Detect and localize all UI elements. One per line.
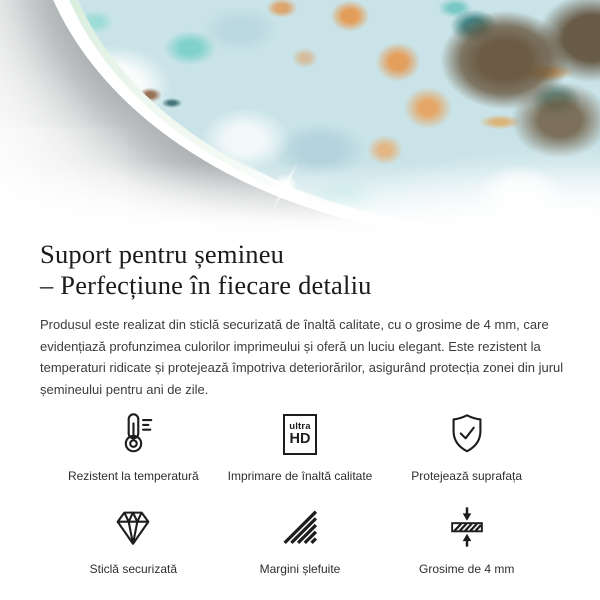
thermometer-icon bbox=[110, 411, 156, 457]
title-line-2: – Perfecțiune în fiecare detaliu bbox=[40, 270, 372, 300]
feature-item-temperature bbox=[50, 410, 217, 483]
diamond-icon bbox=[110, 504, 156, 550]
feature-label: Rezistent la temperatură bbox=[67, 469, 199, 483]
polished-edges-icon bbox=[277, 504, 323, 550]
feature-item-thickness bbox=[383, 503, 550, 576]
thickness-icon bbox=[444, 504, 490, 550]
page-title bbox=[40, 236, 560, 301]
description-section bbox=[0, 236, 600, 576]
product-description-text: Produsul este realizat din sticlă securizată de înaltă calitate, cu o grosime de 4 mm, care evidențiază profunzimea culorilor imprimeului și oferă un luciu elegant. Este rezistent la temperaturi ridicate și protejează împotriva deteriorărilor, asigurând protecția zonei din jurul șemineului pentru ani de zile. bbox=[40, 317, 564, 397]
feature-item-protects-surface bbox=[383, 410, 550, 483]
feature-label: Grosime de 4 mm bbox=[418, 562, 515, 576]
feature-grid bbox=[50, 410, 550, 576]
feature-item-tempered-glass bbox=[50, 503, 217, 576]
feature-item-polished-edges bbox=[217, 503, 384, 576]
ultra-hd-icon: ultra HD bbox=[283, 414, 317, 455]
feature-label: Protejează suprafața bbox=[411, 469, 523, 483]
feature-item-print-quality bbox=[217, 410, 384, 483]
product-hero-image bbox=[0, 0, 600, 236]
title-line-1: Suport pentru șemineu bbox=[40, 239, 285, 269]
feature-label: Margini șlefuite bbox=[259, 562, 341, 576]
feature-label: Sticlă securizată bbox=[89, 562, 178, 576]
shield-check-icon bbox=[444, 411, 490, 457]
feature-label: Imprimare de înaltă calitate bbox=[227, 469, 373, 483]
